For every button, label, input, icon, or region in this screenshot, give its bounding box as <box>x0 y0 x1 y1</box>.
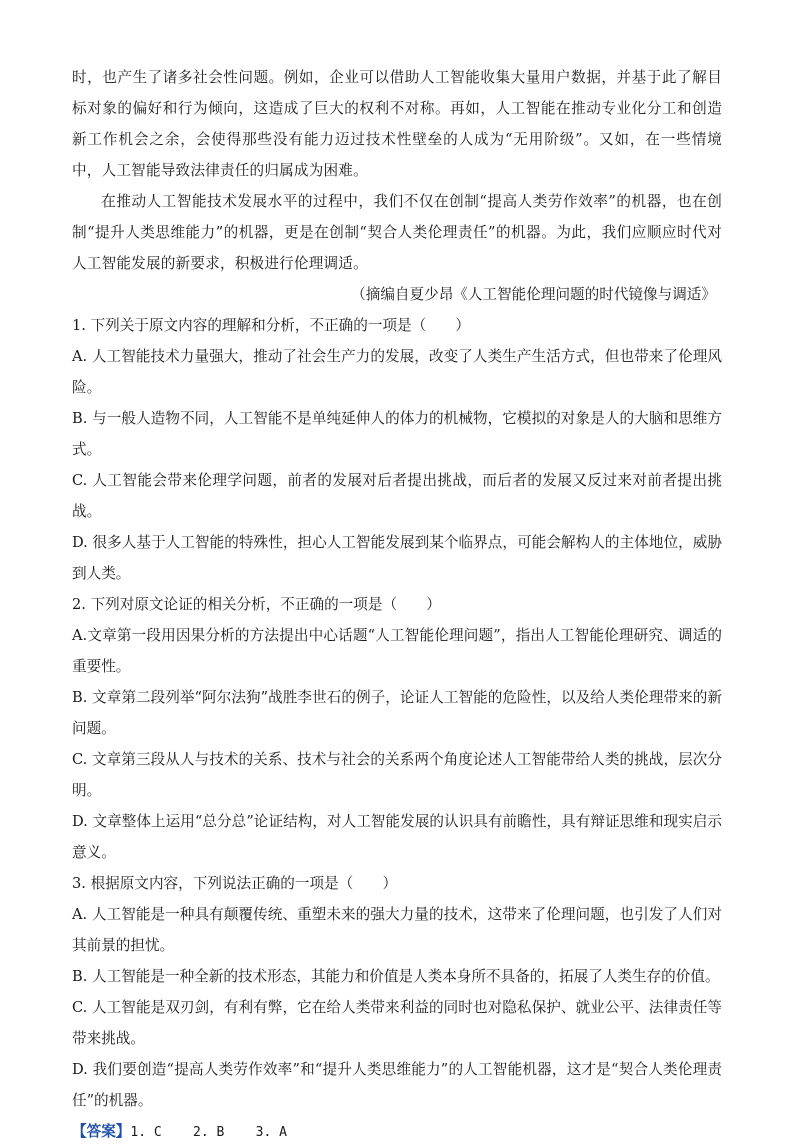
option-c: C. 人工智能是双刃剑，有利有弊，它在给人类带来利益的同时也对隐私保护、就业公平、法律责任等带来挑战。 <box>72 999 722 1047</box>
option-d: D. 文章整体上运用“总分总”论证结构，对人工智能发展的认识具有前瞻性，具有辩证思维和现实启示意义。 <box>72 813 722 861</box>
option-a: A. 人工智能是一种具有颠覆传统、重塑未来的强大力量的技术，这带来了伦理问题，也引发了人们对其前景的担忧。 <box>72 906 722 954</box>
option-b: B. 与一般人造物不同，人工智能不是单纯延伸人的体力的机械物，它模拟的对象是人的大脑和思维方式。 <box>72 410 722 458</box>
question-stem: 1. 下列关于原文内容的理解和分析，不正确的一项是（ ） <box>72 317 471 334</box>
passage-source: （摘编自夏少昂《人工智能伦理问题的时代镜像与调适》 <box>351 286 716 303</box>
option-c: C. 人工智能会带来伦理学问题，前者的发展对后者提出挑战，而后者的发展又反过来对前者提出挑战。 <box>72 472 722 520</box>
option-d: D. 我们要创造“提高人类劳作效率”和“提升人类思维能力”的人工智能机器，这才是“契合人类伦理责任”的机器。 <box>72 1061 722 1109</box>
question-3 <box>72 868 722 1116</box>
option-c: C. 文章第三段从人与技术的关系、技术与社会的关系两个角度论述人工智能带给人类的挑战，层次分明。 <box>72 751 722 799</box>
question-stem: 3. 根据原文内容，下列说法正确的一项是（ ） <box>72 875 398 892</box>
option-b: B. 人工智能是一种全新的技术形态，其能力和价值是人类本身所不具备的，拓展了人类生存的价值。 <box>72 968 720 985</box>
question-1 <box>72 310 722 589</box>
passage-paragraph-1: 时，也产生了诸多社会性问题。例如，企业可以借助人工智能收集大量用户数据，并基于此了解目标对象的偏好和行为倾向，这造成了巨大的权利不对称。再如，人工智能在推动专业化分工和创造新工作机会之余，会使得那些没有能力迈过技术性壁垒的人成为“无用阶级”。又如，在一些情境中，人工智能导致法律责任的归属成为困难。 <box>72 69 722 179</box>
question-stem: 2. 下列对原文论证的相关分析，不正确的一项是（ ） <box>72 596 441 613</box>
document-page <box>72 62 722 1148</box>
answer-tag: 【答案】 <box>72 1123 131 1140</box>
option-d: D. 很多人基于人工智能的特殊性，担心人工智能发展到某个临界点，可能会解构人的主体地位，威胁到人类。 <box>72 534 722 582</box>
option-a: A.文章第一段用因果分析的方法提出中心话题“人工智能伦理问题”，指出人工智能伦理研究、调适的重要性。 <box>72 627 722 675</box>
question-2 <box>72 589 722 868</box>
passage-paragraph-2: 在推动人工智能技术发展水平的过程中，我们不仅在创制“提高人类劳作效率”的机器，也在创制“提升人类思维能力”的机器，更是在创制“契合人类伦理责任”的机器。为此，我们应顺应时代对人工智能发展的新要求，积极进行伦理调适。 <box>72 193 722 272</box>
option-b: B. 文章第二段列举“阿尔法狗”战胜李世石的例子，论证人工智能的危险性，以及给人类伦理带来的新问题。 <box>72 689 722 737</box>
answer-line <box>72 1116 722 1148</box>
option-a: A. 人工智能技术力量强大，推动了社会生产力的发展，改变了人类生产生活方式，但也带来了伦理风险。 <box>72 348 722 396</box>
answer-values: 1. C 2. B 3. A <box>130 1125 287 1140</box>
